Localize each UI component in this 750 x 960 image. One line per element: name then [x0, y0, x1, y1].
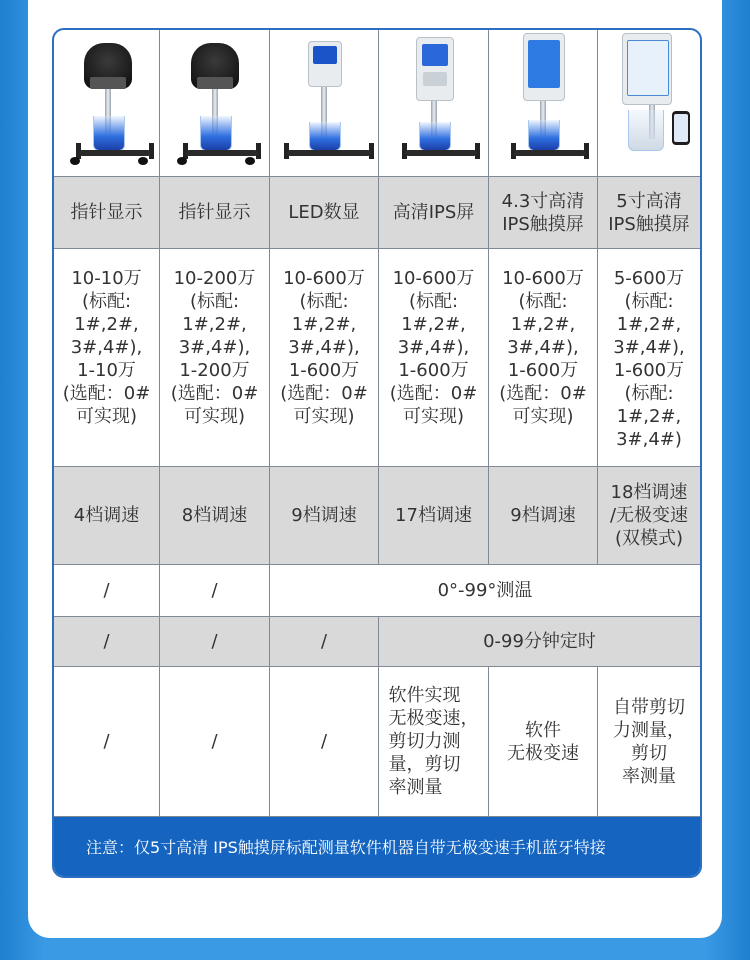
- timer-cell: /: [54, 617, 160, 667]
- extra-cell: 软件实现 无极变速， 剪切力测 量，剪切 率测量: [379, 667, 489, 817]
- product-image-5: [489, 30, 598, 177]
- display-type-row: [54, 177, 700, 249]
- speed-cell: 4档调速: [54, 467, 160, 565]
- timer-merged-cell: 0-99分钟定时: [379, 617, 700, 667]
- speed-cell: 8档调速: [160, 467, 270, 565]
- extra-features-row: [54, 667, 700, 817]
- product-image-2: [160, 30, 270, 177]
- timer-cell: /: [270, 617, 379, 667]
- comparison-table: [52, 28, 702, 878]
- analog-pointer-viscometer-icon: [58, 33, 155, 173]
- temperature-cell: /: [160, 565, 270, 617]
- product-image-1: [54, 30, 160, 177]
- speed-row: [54, 467, 700, 565]
- display-type-cell: 4.3寸高清 IPS触摸屏: [489, 177, 598, 249]
- display-type-cell: 5寸高清 IPS触摸屏: [598, 177, 700, 249]
- led-display-viscometer-icon: [274, 33, 374, 173]
- range-cell: 10-600万 (标配: 1#,2#, 3#,4#), 1-600万 (选配：0# 可实现): [270, 249, 379, 467]
- extra-cell: 自带剪切 力测量， 剪切 率测量: [598, 667, 700, 817]
- range-cell: 10-600万 (标配: 1#,2#, 3#,4#), 1-600万 (选配：0# 可实现): [379, 249, 489, 467]
- measuring-range-row: [54, 249, 700, 467]
- footer-note: 注意：仅5寸高清 IPS触摸屏标配测量软件机器自带无极变速手机蓝牙特接: [54, 817, 700, 876]
- extra-cell: /: [54, 667, 160, 817]
- speed-cell: 9档调速: [270, 467, 379, 565]
- speed-cell: 9档调速: [489, 467, 598, 565]
- ips-screen-viscometer-icon: [384, 33, 484, 173]
- product-image-3: [270, 30, 379, 177]
- temperature-cell: /: [54, 565, 160, 617]
- display-type-cell: 指针显示: [160, 177, 270, 249]
- speed-cell: 18档调速 /无极变速 (双模式): [598, 467, 700, 565]
- extra-cell: 软件 无极变速: [489, 667, 598, 817]
- display-type-cell: 高清IPS屏: [379, 177, 489, 249]
- range-cell: 5-600万 (标配: 1#,2#, 3#,4#), 1-600万 (标配: 1#,2#, 3#,4#): [598, 249, 700, 467]
- touchscreen-bluetooth-viscometer-icon: [602, 33, 696, 173]
- analog-pointer-viscometer-icon: [165, 33, 265, 173]
- extra-cell: /: [160, 667, 270, 817]
- range-cell: 10-10万 (标配: 1#,2#, 3#,4#), 1-10万 (选配：0# 可实现): [54, 249, 160, 467]
- extra-cell: /: [270, 667, 379, 817]
- range-cell: 10-200万 (标配: 1#,2#, 3#,4#), 1-200万 (选配：0# 可实现): [160, 249, 270, 467]
- touchscreen-viscometer-icon: [493, 33, 593, 173]
- temperature-merged-cell: 0°-99°测温: [270, 565, 700, 617]
- display-type-cell: 指针显示: [54, 177, 160, 249]
- product-image-row: [54, 30, 700, 177]
- temperature-row: [54, 565, 700, 617]
- range-cell: 10-600万 (标配: 1#,2#, 3#,4#), 1-600万 (选配：0# 可实现): [489, 249, 598, 467]
- product-image-6: [598, 30, 700, 177]
- display-type-cell: LED数显: [270, 177, 379, 249]
- speed-cell: 17档调速: [379, 467, 489, 565]
- timer-row: [54, 617, 700, 667]
- product-image-4: [379, 30, 489, 177]
- timer-cell: /: [160, 617, 270, 667]
